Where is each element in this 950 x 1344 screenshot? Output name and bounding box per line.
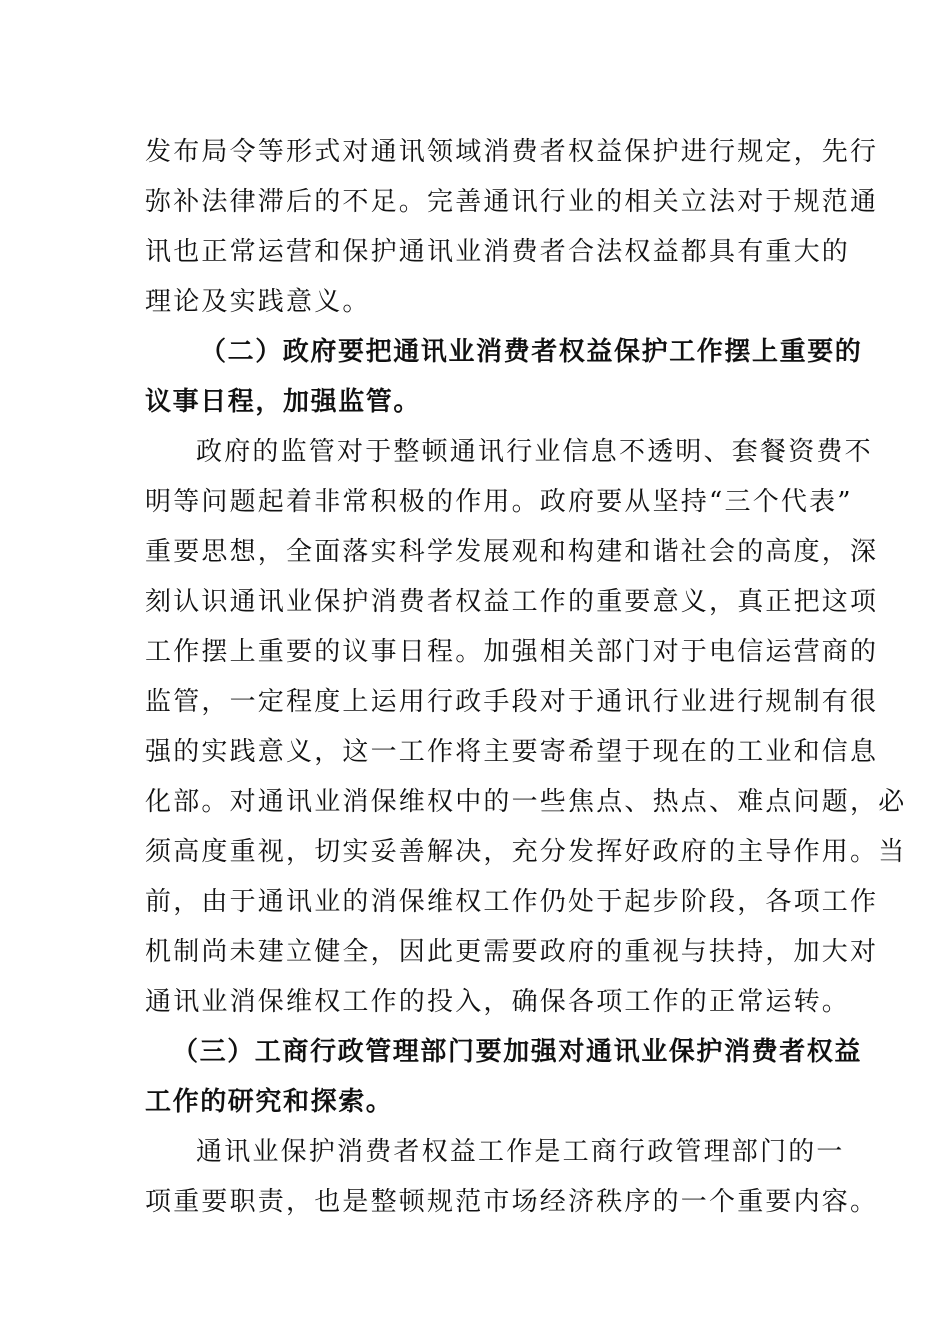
paragraph-2-line-7: 强的实践意义，这一工作将主要寄希望于现在的工业和信息	[145, 737, 879, 767]
paragraph-2-line-12: 通讯业消保维权工作的投入，确保各项工作的正常运转。	[145, 987, 851, 1017]
section-heading-2-line-2: 议事日程，加强监管。	[145, 387, 422, 417]
paragraph-2-line-9: 须高度重视，切实妥善解决，充分发挥好政府的主导作用。当	[145, 837, 907, 867]
paragraph-2-line-1: 政府的监管对于整顿通讯行业信息不透明、套餐资费不	[196, 437, 873, 467]
section-heading-3-line-2: 工作的研究和探索。	[145, 1087, 394, 1117]
paragraph-2-line-2: 明等问题起着非常积极的作用。政府要从坚持“三个代表”	[145, 487, 853, 517]
paragraph-2-line-4: 刻认识通讯业保护消费者权益工作的重要意义，真正把这项	[145, 587, 879, 617]
paragraph-2-line-11: 机制尚未建立健全，因此更需要政府的重视与扶持，加大对	[145, 937, 879, 967]
paragraph-1-line-3: 讯也正常运营和保护通讯业消费者合法权益都具有重大的	[145, 237, 851, 267]
paragraph-1-line-4: 理论及实践意义。	[145, 287, 371, 317]
paragraph-2-line-6: 监管，一定程度上运用行政手段对于通讯行业进行规制有很	[145, 687, 879, 717]
paragraph-2-line-10: 前，由于通讯业的消保维权工作仍处于起步阶段，各项工作	[145, 887, 879, 917]
paragraph-2-line-5: 工作摆上重要的议事日程。加强相关部门对于电信运营商的	[145, 637, 879, 667]
section-heading-3-line-1: （三）工商行政管理部门要加强对通讯业保护消费者权益	[172, 1037, 863, 1067]
paragraph-1-line-1: 发布局令等形式对通讯领域消费者权益保护进行规定，先行	[145, 137, 879, 167]
section-heading-2-line-1: （二）政府要把通讯业消费者权益保护工作摆上重要的	[200, 337, 863, 367]
paragraph-3-line-2: 项重要职责，也是整顿规范市场经济秩序的一个重要内容。	[145, 1187, 879, 1217]
paragraph-2-line-3: 重要思想，全面落实科学发展观和构建和谐社会的高度，深	[145, 537, 879, 567]
paragraph-1-line-2: 弥补法律滞后的不足。完善通讯行业的相关立法对于规范通	[145, 187, 879, 217]
paragraph-2-line-8: 化部。对通讯业消保维权中的一些焦点、热点、难点问题，必	[145, 787, 907, 817]
paragraph-3-line-1: 通讯业保护消费者权益工作是工商行政管理部门的一	[196, 1137, 845, 1167]
